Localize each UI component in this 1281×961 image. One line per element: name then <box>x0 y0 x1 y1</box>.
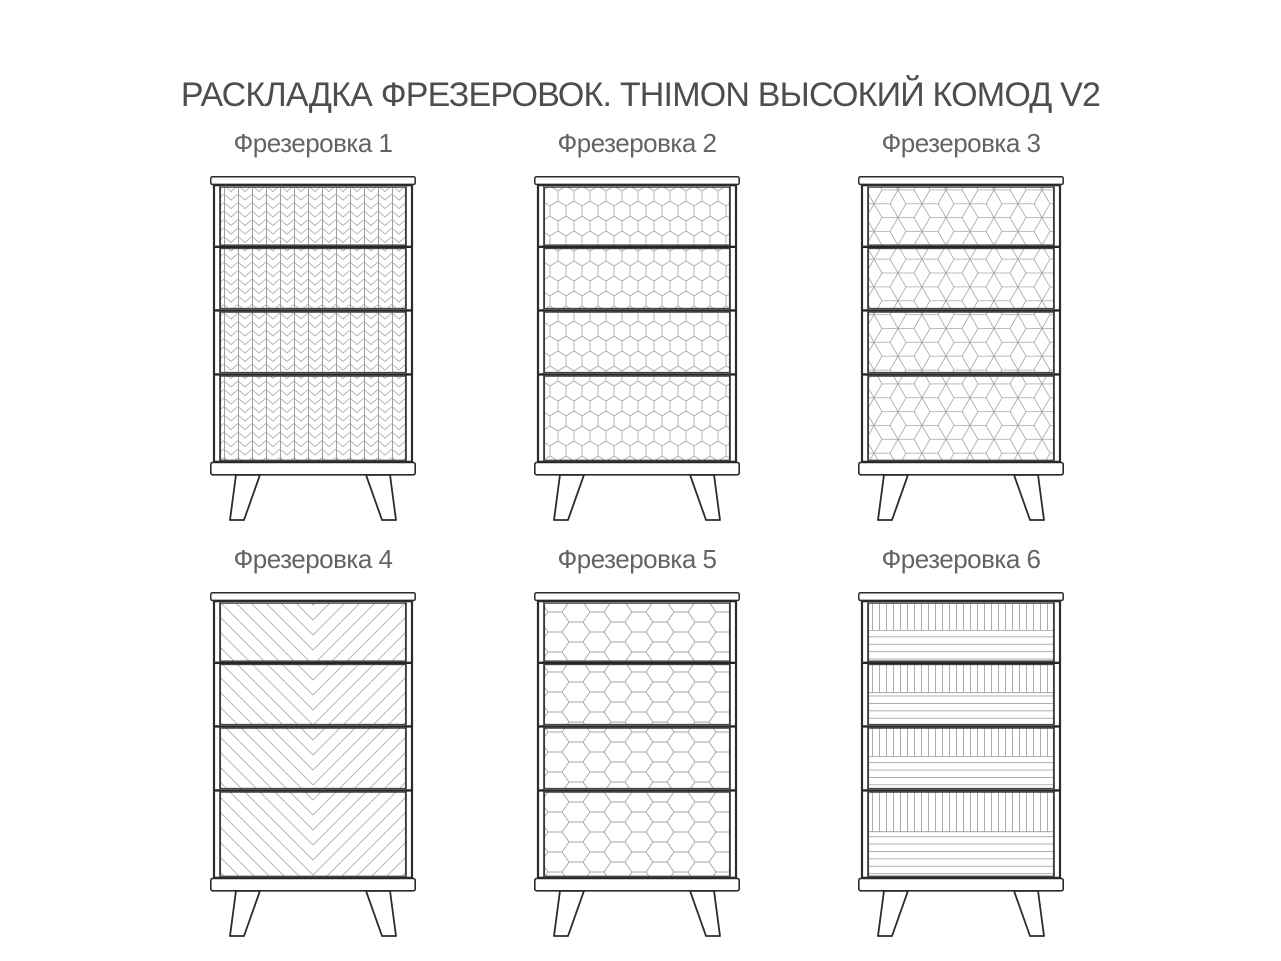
cabinet-leg-left <box>554 475 584 520</box>
cabinet-leg-right <box>690 475 720 520</box>
variant-label-1: Фрезеровка 1 <box>233 128 393 158</box>
cabinet-leg-right <box>1014 891 1044 936</box>
milling-variant-card-2 <box>475 128 799 522</box>
cabinet-plinth <box>535 462 739 474</box>
drawer-front-4 <box>545 792 730 876</box>
cabinet-drawing-1 <box>210 176 416 522</box>
cabinet-drawing-4 <box>210 592 416 938</box>
milling-variant-card-3 <box>799 128 1123 522</box>
drawer-front-1 <box>545 187 730 245</box>
cabinet-top-panel <box>535 177 739 185</box>
cabinet-plinth <box>211 878 415 890</box>
cabinet-leg-left <box>554 891 584 936</box>
variant-label-5: Фрезеровка 5 <box>557 544 717 574</box>
cabinet-svg <box>210 592 416 938</box>
drawer-front-2 <box>221 249 406 309</box>
drawer-front-1 <box>221 187 406 245</box>
drawer-front-4 <box>869 376 1054 460</box>
page-title: РАСКЛАДКА ФРЕЗЕРОВОК. THIMON ВЫСОКИЙ КОМОД V2 <box>180 76 1101 114</box>
drawer-front-4 <box>221 376 406 460</box>
cabinet-plinth <box>535 878 739 890</box>
milling-variant-card-5 <box>475 544 799 938</box>
drawer-front-2 <box>545 665 730 725</box>
cabinet-drawing-6 <box>858 592 1064 938</box>
cabinet-svg <box>534 592 740 938</box>
cabinet-svg <box>858 592 1064 938</box>
cabinet-leg-right <box>366 475 396 520</box>
cabinet-leg-left <box>878 475 908 520</box>
cabinet-leg-left <box>878 891 908 936</box>
cabinet-drawing-5 <box>534 592 740 938</box>
variant-label-2: Фрезеровка 2 <box>557 128 717 158</box>
cabinet-leg-right <box>690 891 720 936</box>
variants-grid <box>151 128 1123 938</box>
drawer-front-1 <box>869 187 1054 245</box>
cabinet-drawing-2 <box>534 176 740 522</box>
drawer-front-3 <box>545 728 730 788</box>
milling-variant-card-6 <box>799 544 1123 938</box>
drawer-front-3 <box>869 312 1054 372</box>
cabinet-plinth <box>859 462 1063 474</box>
variant-label-4: Фрезеровка 4 <box>233 544 393 574</box>
cabinet-plinth <box>859 878 1063 890</box>
cabinet-svg <box>534 176 740 522</box>
cabinet-leg-left <box>230 475 260 520</box>
cabinet-leg-right <box>1014 475 1044 520</box>
drawer-front-4 <box>545 376 730 460</box>
cabinet-top-panel <box>859 177 1063 185</box>
cabinet-plinth <box>211 462 415 474</box>
cabinet-top-panel <box>211 593 415 601</box>
cabinet-leg-right <box>366 891 396 936</box>
drawer-front-1 <box>545 603 730 661</box>
variant-label-6: Фрезеровка 6 <box>881 544 1041 574</box>
drawer-front-2 <box>545 249 730 309</box>
cabinet-drawing-3 <box>858 176 1064 522</box>
milling-variant-card-1 <box>151 128 475 522</box>
cabinet-leg-left <box>230 891 260 936</box>
variant-label-3: Фрезеровка 3 <box>881 128 1041 158</box>
cabinet-top-panel <box>535 593 739 601</box>
drawer-front-3 <box>545 312 730 372</box>
cabinet-svg <box>858 176 1064 522</box>
drawer-front-3 <box>221 312 406 372</box>
cabinet-svg <box>210 176 416 522</box>
cabinet-top-panel <box>211 177 415 185</box>
milling-variant-card-4 <box>151 544 475 938</box>
drawer-front-2 <box>869 249 1054 309</box>
cabinet-top-panel <box>859 593 1063 601</box>
